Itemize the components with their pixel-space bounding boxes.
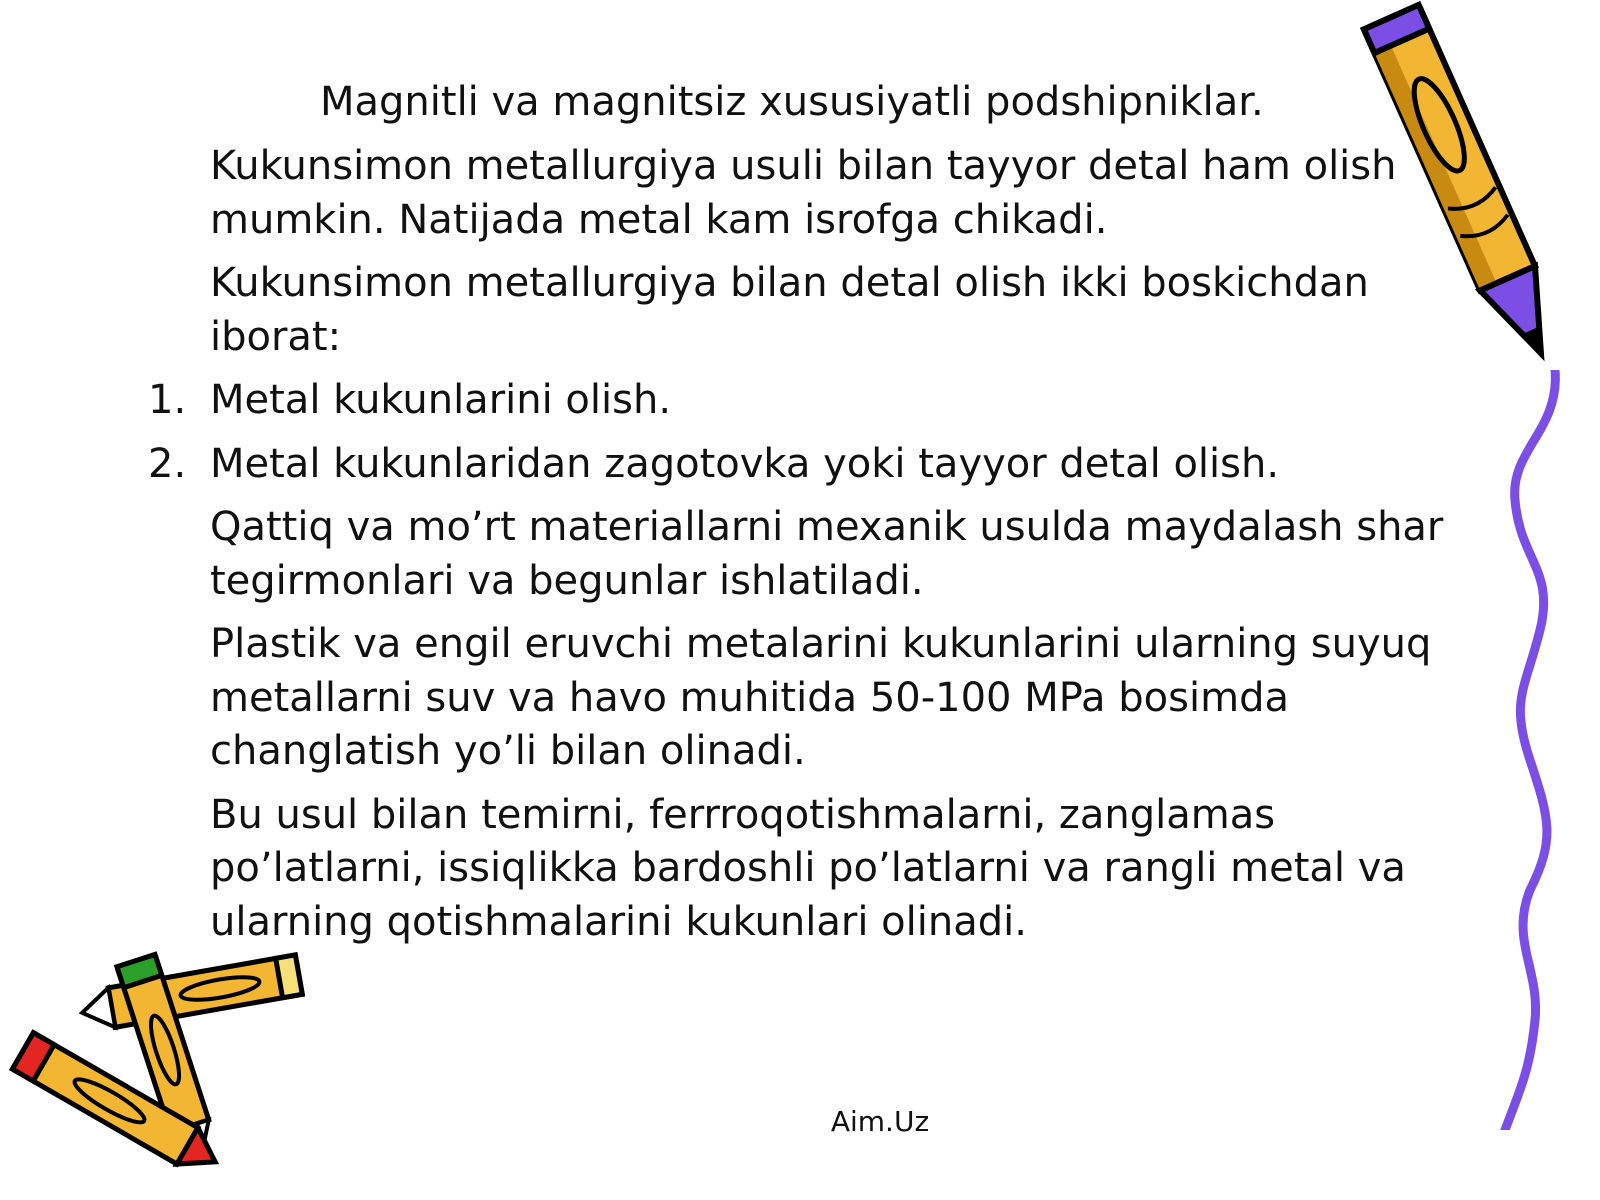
- list-item: [148, 374, 1468, 428]
- list-number: 2.: [148, 440, 187, 487]
- crossed-pencils-icon: [0, 950, 330, 1180]
- list-number: 1.: [148, 377, 187, 423]
- paragraph: Kukunsimon metallurgiya usuli bilan tayyor detal ham olish mumkin. Natijada metal kam isrofga chikadi.: [210, 143, 1397, 243]
- list-item-text: Metal kukunlarini olish.: [210, 377, 672, 423]
- paragraph: Plastik va engil eruvchi metalarini kukunlarini ularning suyuq metallarni suv va havo muhitida 50-100 MPa bosimda changlatish yo’li bilan olinadi.: [210, 621, 1432, 774]
- footer-text: Aim.Uz: [830, 1105, 930, 1138]
- list-item-text: Metal kukunlaridan zagotovka yoki tayyor detal olish.: [210, 440, 1280, 487]
- numbered-list: [148, 374, 1468, 491]
- list-item: [148, 438, 1468, 492]
- paragraph: Qattiq va mo’rt materiallarni mexanik usulda maydalash shar tegirmonlari va begunlar ishlatiladi.: [210, 504, 1444, 604]
- slide-title: Magnitli va magnitsiz xususiyatli podshipniklar.: [320, 79, 1264, 125]
- paragraph: Kukunsimon metallurgiya bilan detal olish ikki boskichdan iborat:: [210, 260, 1369, 360]
- squiggle-line: [1500, 370, 1580, 1130]
- slide-content: [148, 140, 1468, 959]
- paragraph: Bu usul bilan temirni, ferrroqotishmalarni, zanglamas po’latlarni, issiqlikka bardoshli po’latlarni va rangli metal va ularning qotishmalarini kukunlari olinadi.: [210, 791, 1406, 945]
